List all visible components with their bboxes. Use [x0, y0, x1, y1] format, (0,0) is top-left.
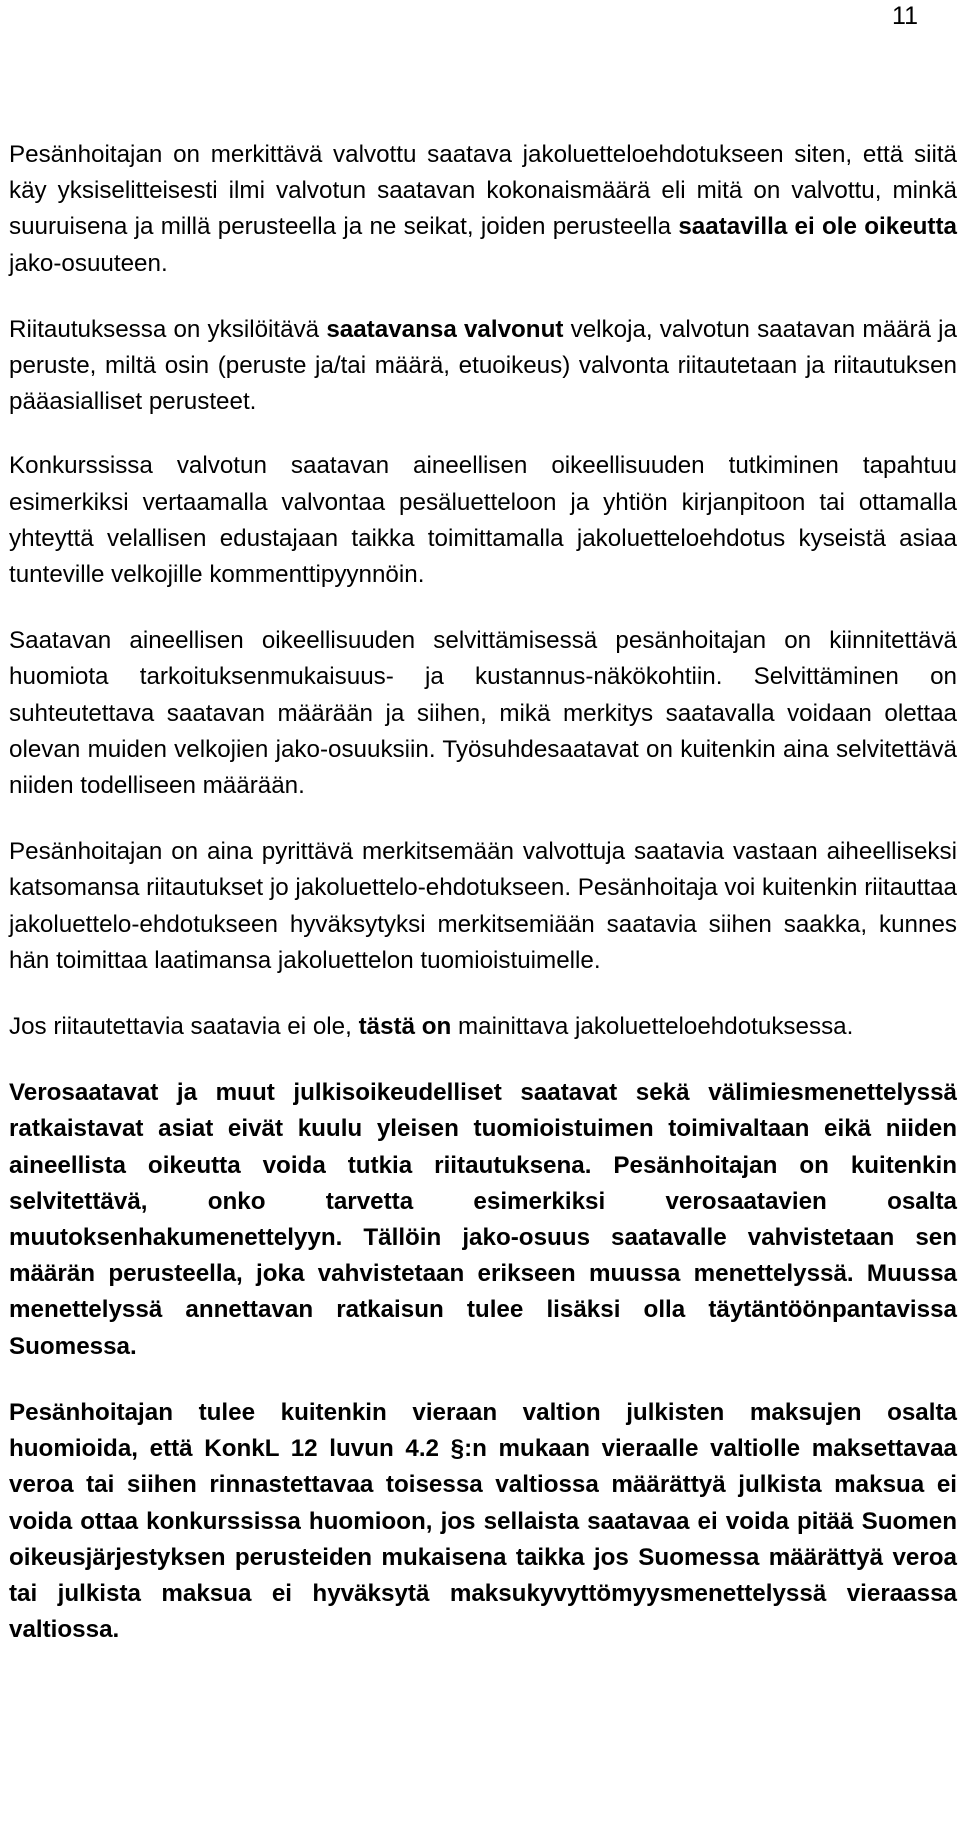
text-run: Jos riitautettavia saatavia ei ole, — [9, 1013, 359, 1041]
text-run: mainittava jakoluetteloehdotuksessa. — [451, 1013, 854, 1041]
document-body — [9, 137, 957, 1648]
paragraph-tax-claims: Verosaatavat ja muut julkisoikeudelliset saatavat sekä välimiesmenettelyssä ratkaistavat asiat eivät kuulu yleisen tuomioistuimen toimivaltaan eikä niiden aineellista oikeutta voida tutkia riitautuksena. Pesänhoitajan on kuitenkin selvitettävä, onko tarvetta esimerkiksi verosaatavien osalta muutoksenhakumenettelyyn. Tällöin jako-osuus saatavalle vahvistetaan sen määrän perusteella, joka vahvistetaan erikseen muussa menettelyssä. Muussa menettelyssä annettavan ratkaisun tulee lisäksi olla täytäntöönpantavissa Suomessa. — [9, 1079, 957, 1360]
paragraph-no-disputes — [9, 1009, 957, 1045]
paragraph-examination: Konkurssissa valvotun saatavan aineellisen oikeellisuuden tutkiminen tapahtuu esimerkiksi vertaamalla valvontaa pesäluetteloon ja yhtiön kirjanpitoon tai ottamalla yhteyttä velallisen edustajaan taikka toimittamalla jakoluetteloehdotus kyseistä asiaa tunteville velkojille kommenttipyynnöin. — [9, 452, 957, 589]
paragraph-foreign-state-fees: Pesänhoitajan tulee kuitenkin vieraan valtion julkisten maksujen osalta huomioida, että KonkL 12 luvun 4.2 §:n mukaan vieraalle valtiolle maksettavaa veroa tai siihen rinnastettavaa toisessa valtiossa määrättyä julkista maksua ei voida ottaa konkurssissa huomioon, jos sellaista saatavaa ei voida pitää Suomen oikeusjärjestyksen perusteiden mukaisena taikka jos Suomessa määrättyä veroa tai julkista maksua ei hyväksytä maksukyvyttömyysmenettelyssä vieraassa valtiossa. — [9, 1398, 957, 1644]
paragraph-clarification: Saatavan aineellisen oikeellisuuden selvittämisessä pesänhoitajan on kiinnitettävä huomiota tarkoituksenmukaisuus- ja kustannus-näkökohtiin. Selvittäminen on suhteutettava saatavan määrään ja siihen, mikä merkitys saatavalla voidaan olettaa olevan muiden velkojien jako-osuuksiin. Työsuhdesaatavat on kuitenkin aina selvitettävä niiden todelliseen määrään. — [9, 627, 957, 800]
text-run: jako-osuuteen. — [9, 249, 168, 277]
text-run: velkoja, valvotun saatavan määrä ja peruste, miltä osin (peruste ja/tai määrä, etuoikeus) valvonta riitautetaan ja riitautuksen pääasialliset perusteet. — [9, 315, 957, 416]
paragraph-entry-requirements — [9, 137, 957, 282]
text-run: Pesänhoitajan on merkittävä valvottu saatava jakoluetteloehdotukseen siten, että siitä käy yksiselitteisesti ilmi valvotun saatavan kokonaismäärä eli mitä on valvottu, minkä suuruisena ja millä perusteella ja ne seikat, joiden perusteella — [9, 141, 957, 241]
bold-run: saatavansa valvonut — [326, 315, 564, 343]
paragraph-dispute-requirements — [9, 312, 957, 421]
paragraph-disputes-timing: Pesänhoitajan on aina pyrittävä merkitsemään valvottuja saatavia vastaan aiheelliseksi katsomansa riitautukset jo jakoluettelo-ehdotukseen. Pesänhoitaja voi kuitenkin riitauttaa jakoluettelo-ehdotukseen hyväksytyksi merkitsemiään saatavia siihen saakka, kunnes hän toimittaa laatimansa jakoluettelon tuomioistuimelle. — [9, 838, 957, 974]
page-number: 11 — [892, 2, 918, 30]
text-run: Riitautuksessa on yksilöitävä — [9, 315, 327, 343]
bold-run: tästä on — [358, 1013, 452, 1041]
bold-run: saatavilla ei ole oikeutta — [678, 213, 957, 241]
